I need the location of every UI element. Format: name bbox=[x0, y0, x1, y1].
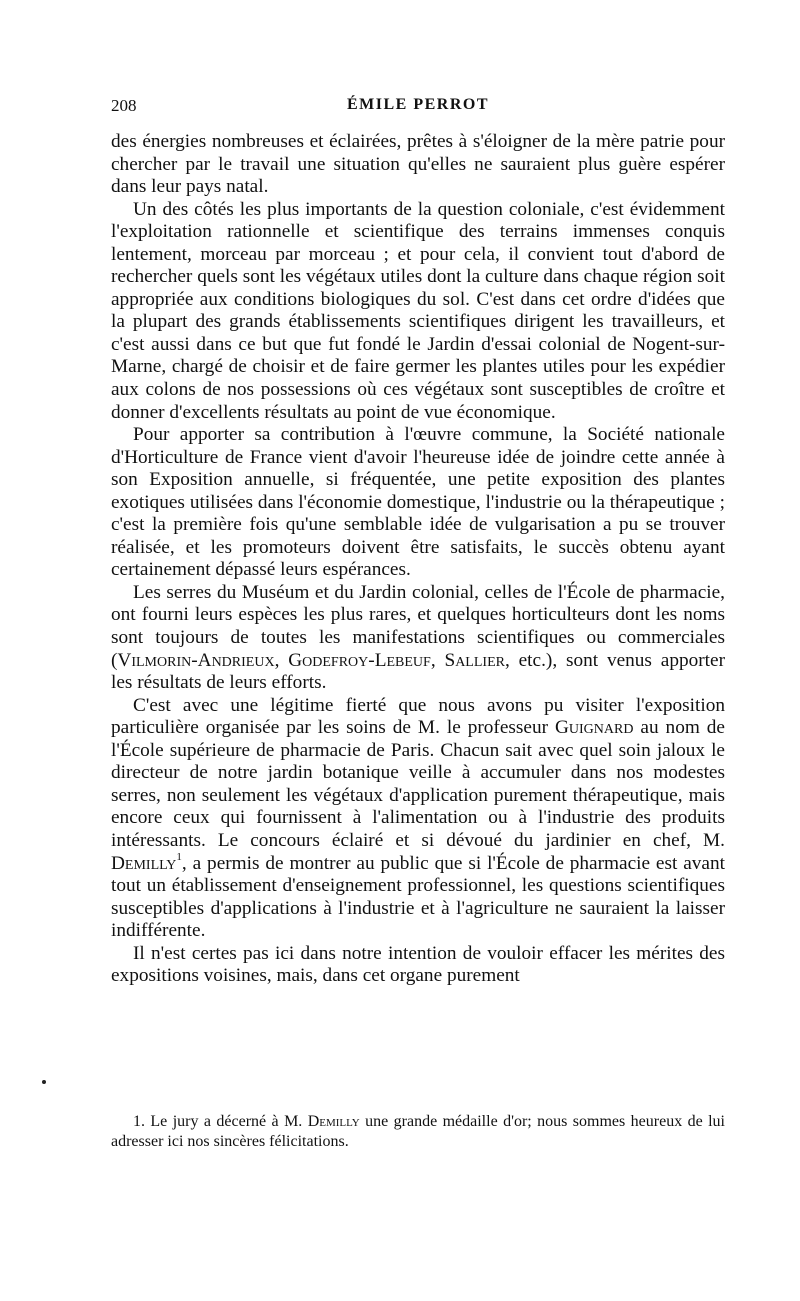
running-head: ÉMILE PERROT bbox=[346, 96, 489, 113]
text-run: , etc.), sont venus apporter les résultats de leurs efforts. bbox=[111, 649, 726, 694]
paragraph-1: des énergies nombreuses et éclairées, prêtes à s'éloigner de la mère patrie pour chercher par le travail une situation qu'elles ne sauraient plus guère espérer dans leur pays natal. bbox=[111, 131, 725, 198]
paragraph-2: Un des côtés les plus importants de la question coloniale, c'est évidemment l'exploitation rationnelle et scientifique des terrains immenses conquis lentement, morceau par morceau ; et pour cela, il convient tout d'abord de rechercher quels sont les végétaux utiles dont la culture dans chaque région soit appropriée aux conditions biologiques du sol. C'est dans cet ordre d'idées que la plupart des grands établissements scientifiques dirigent les travailleurs, et c'est aussi dans ce but que fut fondé le Jardin d'essai colonial de Nogent-sur-Marne, chargé de choisir et de faire germer les plantes utiles pour les expédier aux colons de nos possessions où ces végétaux sont susceptibles de croître et donner d'excellents résultats au point de vue économique. bbox=[111, 198, 725, 423]
text-run: une grande médaille d'or; nous sommes heureux de lui adresser ici nos sincères félicitations. bbox=[111, 1113, 726, 1150]
proper-name: Demilly bbox=[111, 852, 177, 874]
proper-name: Demilly bbox=[307, 1113, 360, 1130]
text-run: , bbox=[430, 649, 445, 671]
proper-name: Godefroy-Lebeuf bbox=[288, 649, 431, 671]
text-run: , bbox=[274, 649, 289, 671]
proper-name: Sallier bbox=[444, 649, 505, 671]
paragraph-6: Il n'est certes pas ici dans notre intention de vouloir effacer les mérites des expositions voisines, mais, dans cet organe purement bbox=[111, 942, 725, 987]
text-run: , a permis de montrer au public que si l'École de pharmacie est avant tout un établissement d'enseignement professionnel, les questions scientifiques susceptibles d'applications à l'industrie et à l'agriculture ne sauraient la laisser indifférente. bbox=[111, 852, 725, 942]
text-run: C'est avec une légitime fierté que nous avons pu visiter l'exposition particulière organisée par les soins de M. le professeur bbox=[111, 694, 725, 739]
text-run: Les serres du Muséum et du Jardin colonial, celles de l'École de pharmacie, ont fourni leurs espèces les plus rares, et quelques horticulteurs dont les noms sont toujours de toutes les manifestations scientifiques ou commerciales ( bbox=[111, 581, 725, 671]
footnote-reference: 1 bbox=[176, 851, 182, 864]
text-run: au nom de l'École supérieure de pharmacie de Paris. Chacun sait avec quel soin jaloux le directeur de notre jardin botanique veille à accumuler dans nos modestes serres, non seulement les végétaux d'application purement thérapeutique, mais encore ceux qui fournissent à l'alimentation ou à l'industrie des produits intéressants. Le concours éclairé et si dévoué du jardinier en chef, M. bbox=[111, 717, 725, 851]
text-run: Le jury a décerné à M. bbox=[145, 1113, 308, 1130]
footnote-text bbox=[111, 1112, 725, 1152]
footnote bbox=[111, 1112, 725, 1152]
proper-name: Vilmorin-Andrieux bbox=[117, 649, 275, 671]
page-header bbox=[111, 96, 725, 118]
paragraph-4 bbox=[111, 582, 725, 695]
body-text bbox=[111, 131, 725, 988]
paragraph-3: Pour apporter sa contribution à l'œuvre commune, la Société nationale d'Horticulture de France vient d'avoir l'heureuse idée de joindre cette année à son Exposition annuelle, si fréquentée, une petite exposition des plantes exotiques utilisées dans l'économie domestique, l'industrie ou la thérapeutique ; c'est la première fois qu'une semblable idée de vulgarisation a pu se trouver réalisée, et les promoteurs doivent être satisfaits, le succès obtenu ayant certainement dépassé leurs espérances. bbox=[111, 424, 725, 581]
page-number: 208 bbox=[111, 96, 137, 115]
proper-name: Guignard bbox=[554, 717, 634, 739]
paragraph-5 bbox=[111, 695, 725, 943]
margin-mark bbox=[42, 1080, 46, 1084]
footnote-number: 1. bbox=[133, 1113, 145, 1130]
